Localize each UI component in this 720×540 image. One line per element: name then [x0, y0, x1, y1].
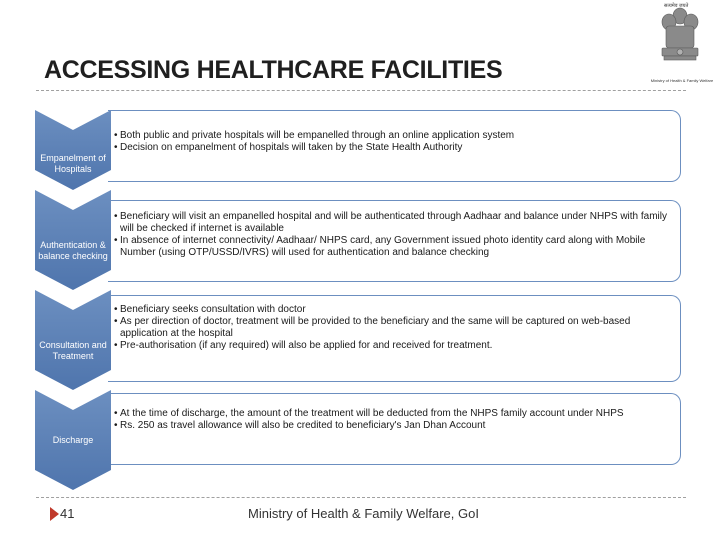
bullet-item: • Rs. 250 as travel allowance will also be credited to beneficiary's Jan Dhan Account	[114, 420, 678, 432]
step-bullets-empanelment	[114, 130, 678, 154]
national-emblem-icon	[652, 2, 708, 80]
header-divider	[36, 90, 686, 91]
bullet-item: • At the time of discharge, the amount of the treatment will be deducted from the NHPS family account under NHPS	[114, 408, 678, 420]
emblem-caption: Ministry of Health & Family Welfare	[650, 78, 714, 83]
bullet-item: • In absence of internet connectivity/ Aadhaar/ NHPS card, any Government issued photo identity card along with Mobile Number (using OTP/USSD/IVRS) will used for authentication and balance checking	[114, 235, 678, 259]
step-label-empanelment: Empanelment of Hospitals	[40, 153, 106, 174]
bullet-item: • Beneficiary seeks consultation with doctor	[114, 304, 678, 316]
step-label-discharge: Discharge	[52, 435, 94, 445]
bullet-item: • Beneficiary will visit an empanelled hospital and will be authenticated through Aadhaar and balance under NHPS with family will be checked if internet is available	[114, 211, 678, 235]
step-bullets-authentication	[114, 211, 678, 259]
step-bullets-discharge	[114, 408, 678, 432]
step-bullets-consultation	[114, 304, 678, 352]
page-number: 41	[60, 506, 75, 521]
bullet-item: • Decision on empanelment of hospitals will taken by the State Health Authority	[114, 142, 678, 154]
chevron-empanelment	[35, 110, 111, 190]
footer-text: Ministry of Health & Family Welfare, GoI	[248, 506, 479, 521]
step-label-consultation: Consultation and Treatment	[39, 340, 107, 361]
page-title: ACCESSING HEALTHCARE FACILITIES	[44, 56, 503, 84]
bullet-item: • As per direction of doctor, treatment will be provided to the beneficiary and the same will be captured on web-based application at the hospital	[114, 316, 678, 340]
bullet-item: • Pre-authorisation (if any required) will also be applied for and received for treatment.	[114, 340, 678, 352]
emblem-motto: सत्यमेव जयते	[664, 3, 689, 9]
footer-divider	[36, 497, 686, 498]
step-label-authentication: Authentication & balance checking	[38, 240, 108, 261]
bullet-item: • Both public and private hospitals will be empanelled through an online application system	[114, 130, 678, 142]
slide-arrow-icon	[50, 507, 59, 521]
